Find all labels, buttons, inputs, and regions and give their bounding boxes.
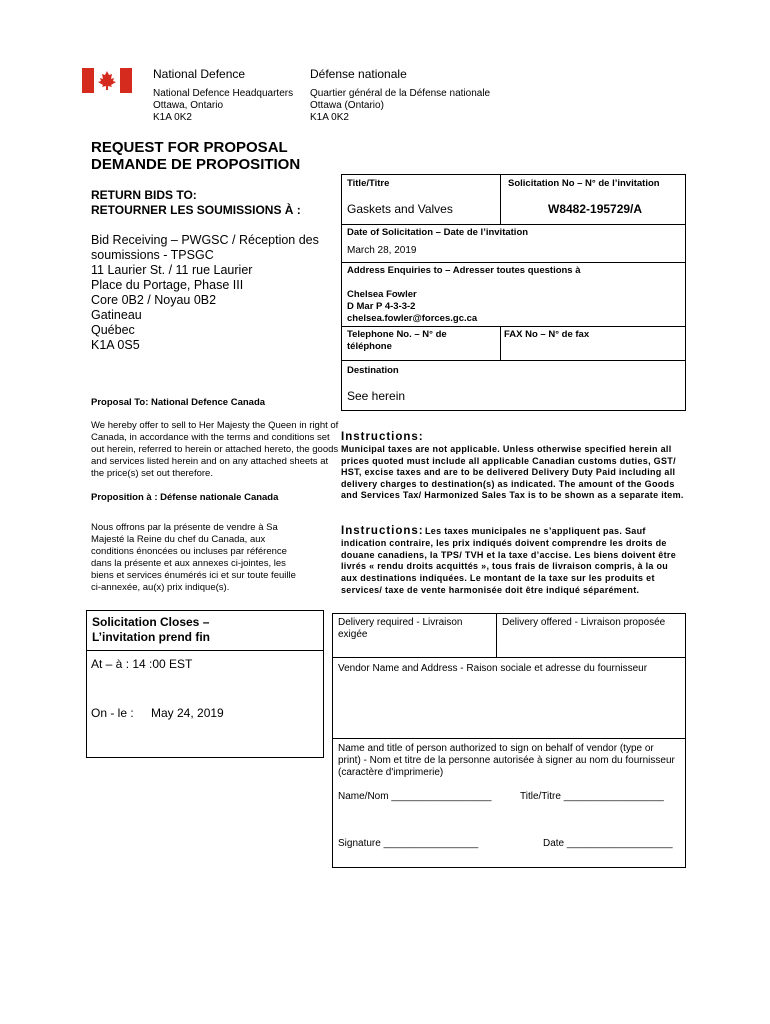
divider (500, 174, 501, 224)
date-field[interactable]: Date ___________________ (543, 838, 673, 849)
instructions-heading-fr: Instructions: (341, 525, 424, 537)
solicitation-date-label: Date of Solicitation – Date de l’invitation (347, 227, 529, 238)
dept-name-fr: Défense nationale (310, 67, 407, 81)
closing-date: May 24, 2019 (151, 706, 224, 720)
dept-address-en: National Defence Headquarters Ottawa, Ontario K1A 0K2 (153, 88, 294, 123)
divider (496, 613, 497, 657)
divider (500, 326, 501, 360)
return-bids-address: Bid Receiving – PWGSC / Réception des soumissions - TPSGC 11 Laurier St. / 11 rue Laurier Place du Portage, Phase III Core 0B2 / Noyau 0B2 Gatineau Québec K1A 0S5 (91, 233, 319, 352)
offer-text-en: We hereby offer to sell to Her Majesty the Queen in right of Canada, in accordance with the terms and conditions set out herein, referred to herein or attached hereto, the goods and services listed herein and on any attached sheets at the price(s) set out therefore. (91, 420, 339, 479)
authorized-person-label: Name and title of person authorized to sign on behalf of vendor (type or print) - Nom et titre de la personne autorisée à signer au nom du fournisseur (caractère d'imprimerie) (338, 743, 675, 778)
vendor-table (332, 613, 686, 868)
closing-on-label: On - le : (91, 706, 134, 720)
divider (341, 360, 686, 361)
telephone-label: Telephone No. – N° de téléphone (347, 329, 447, 352)
divider (332, 657, 686, 658)
title-field[interactable]: Title/Titre __________________ (520, 791, 664, 802)
solicitation-closes-heading: Solicitation Closes – L’invitation prend fin (92, 615, 210, 644)
delivery-required-label: Delivery required - Livraison exigée (338, 617, 463, 640)
signature-field[interactable]: Signature _________________ (338, 838, 479, 849)
divider (86, 650, 324, 651)
proposal-to-fr: Proposition à : Défense nationale Canada (91, 492, 279, 503)
divider (341, 326, 686, 327)
destination-label: Destination (347, 365, 399, 376)
solicitation-number-value: W8482-195729/A (548, 202, 643, 216)
vendor-name-address-label: Vendor Name and Address - Raison sociale et adresse du fournisseur (338, 663, 648, 674)
proposal-to-en: Proposal To: National Defence Canada (91, 397, 266, 408)
instructions-heading-en: Instructions: (341, 431, 424, 443)
fax-label: FAX No – N° de fax (504, 329, 590, 340)
divider (341, 224, 686, 225)
page-title-en: REQUEST FOR PROPOSAL (91, 139, 288, 156)
dept-address-fr: Quartier général de la Défense nationale Ottawa (Ontario) K1A 0K2 (310, 88, 491, 123)
offer-text-fr: Nous offrons par la présente de vendre à Sa Majesté la Reine du chef du Canada, aux conditions énoncées ou incluses par référence dans la présente et aux annexes ci-jointes, les biens et services énumérés ici et sur toute feuille ci-annexée, au(x) prix indique(s). (91, 522, 296, 593)
instructions-body-en: Municipal taxes are not applicable. Unless otherwise specified herein all prices quoted must include all applicable Canadian customs duties, GST/ HST, excise taxes and are to be delivered Delivery Duty Paid including all delivery charges to destination(s) as indicated. The amount of the Goods and Services Tax/ Harmonized Sales Tax is to be shown as a separate item. (341, 444, 684, 500)
solicitation-date-value: March 28, 2019 (347, 245, 417, 256)
contact-details: Chelsea Fowler D Mar P 4-3-3-2 chelsea.fowler@forces.gc.ca (347, 289, 478, 324)
return-bids-heading: RETURN BIDS TO: RETOURNER LES SOUMISSIONS À : (91, 188, 301, 217)
name-field[interactable]: Name/Nom __________________ (338, 791, 492, 802)
enquiries-label: Address Enquiries to – Adresser toutes questions à (347, 265, 581, 276)
solicitation-number-label: Solicitation No – N° de l’invitation (508, 178, 660, 189)
canada-flag-logo (82, 68, 132, 93)
divider (341, 262, 686, 263)
instructions-body-fr: Les taxes municipales ne s’appliquent pas. Sauf indication contraire, les prix indiqués doivent comprendre les droits de douane canadiens, la TPS/ TVH et la taxe d’accise. Les biens doivent être livrés « rendu droits acquittés », tous frais de livraison compris, à la ou aux destinations indiquées. Le montant de la taxe sur les produits et services/ taxe de vente harmonisée doit être indiqué séparément. (341, 526, 677, 595)
destination-value: See herein (347, 389, 406, 403)
divider (332, 738, 686, 739)
delivery-offered-label: Delivery offered - Livraison proposée (502, 617, 666, 628)
closing-time: At – à : 14 :00 EST (91, 657, 193, 671)
title-label: Title/Titre (347, 178, 390, 189)
page-title-fr: DEMANDE DE PROPOSITION (91, 156, 301, 173)
dept-name-en: National Defence (153, 67, 246, 81)
title-value: Gaskets and Valves (347, 202, 453, 216)
